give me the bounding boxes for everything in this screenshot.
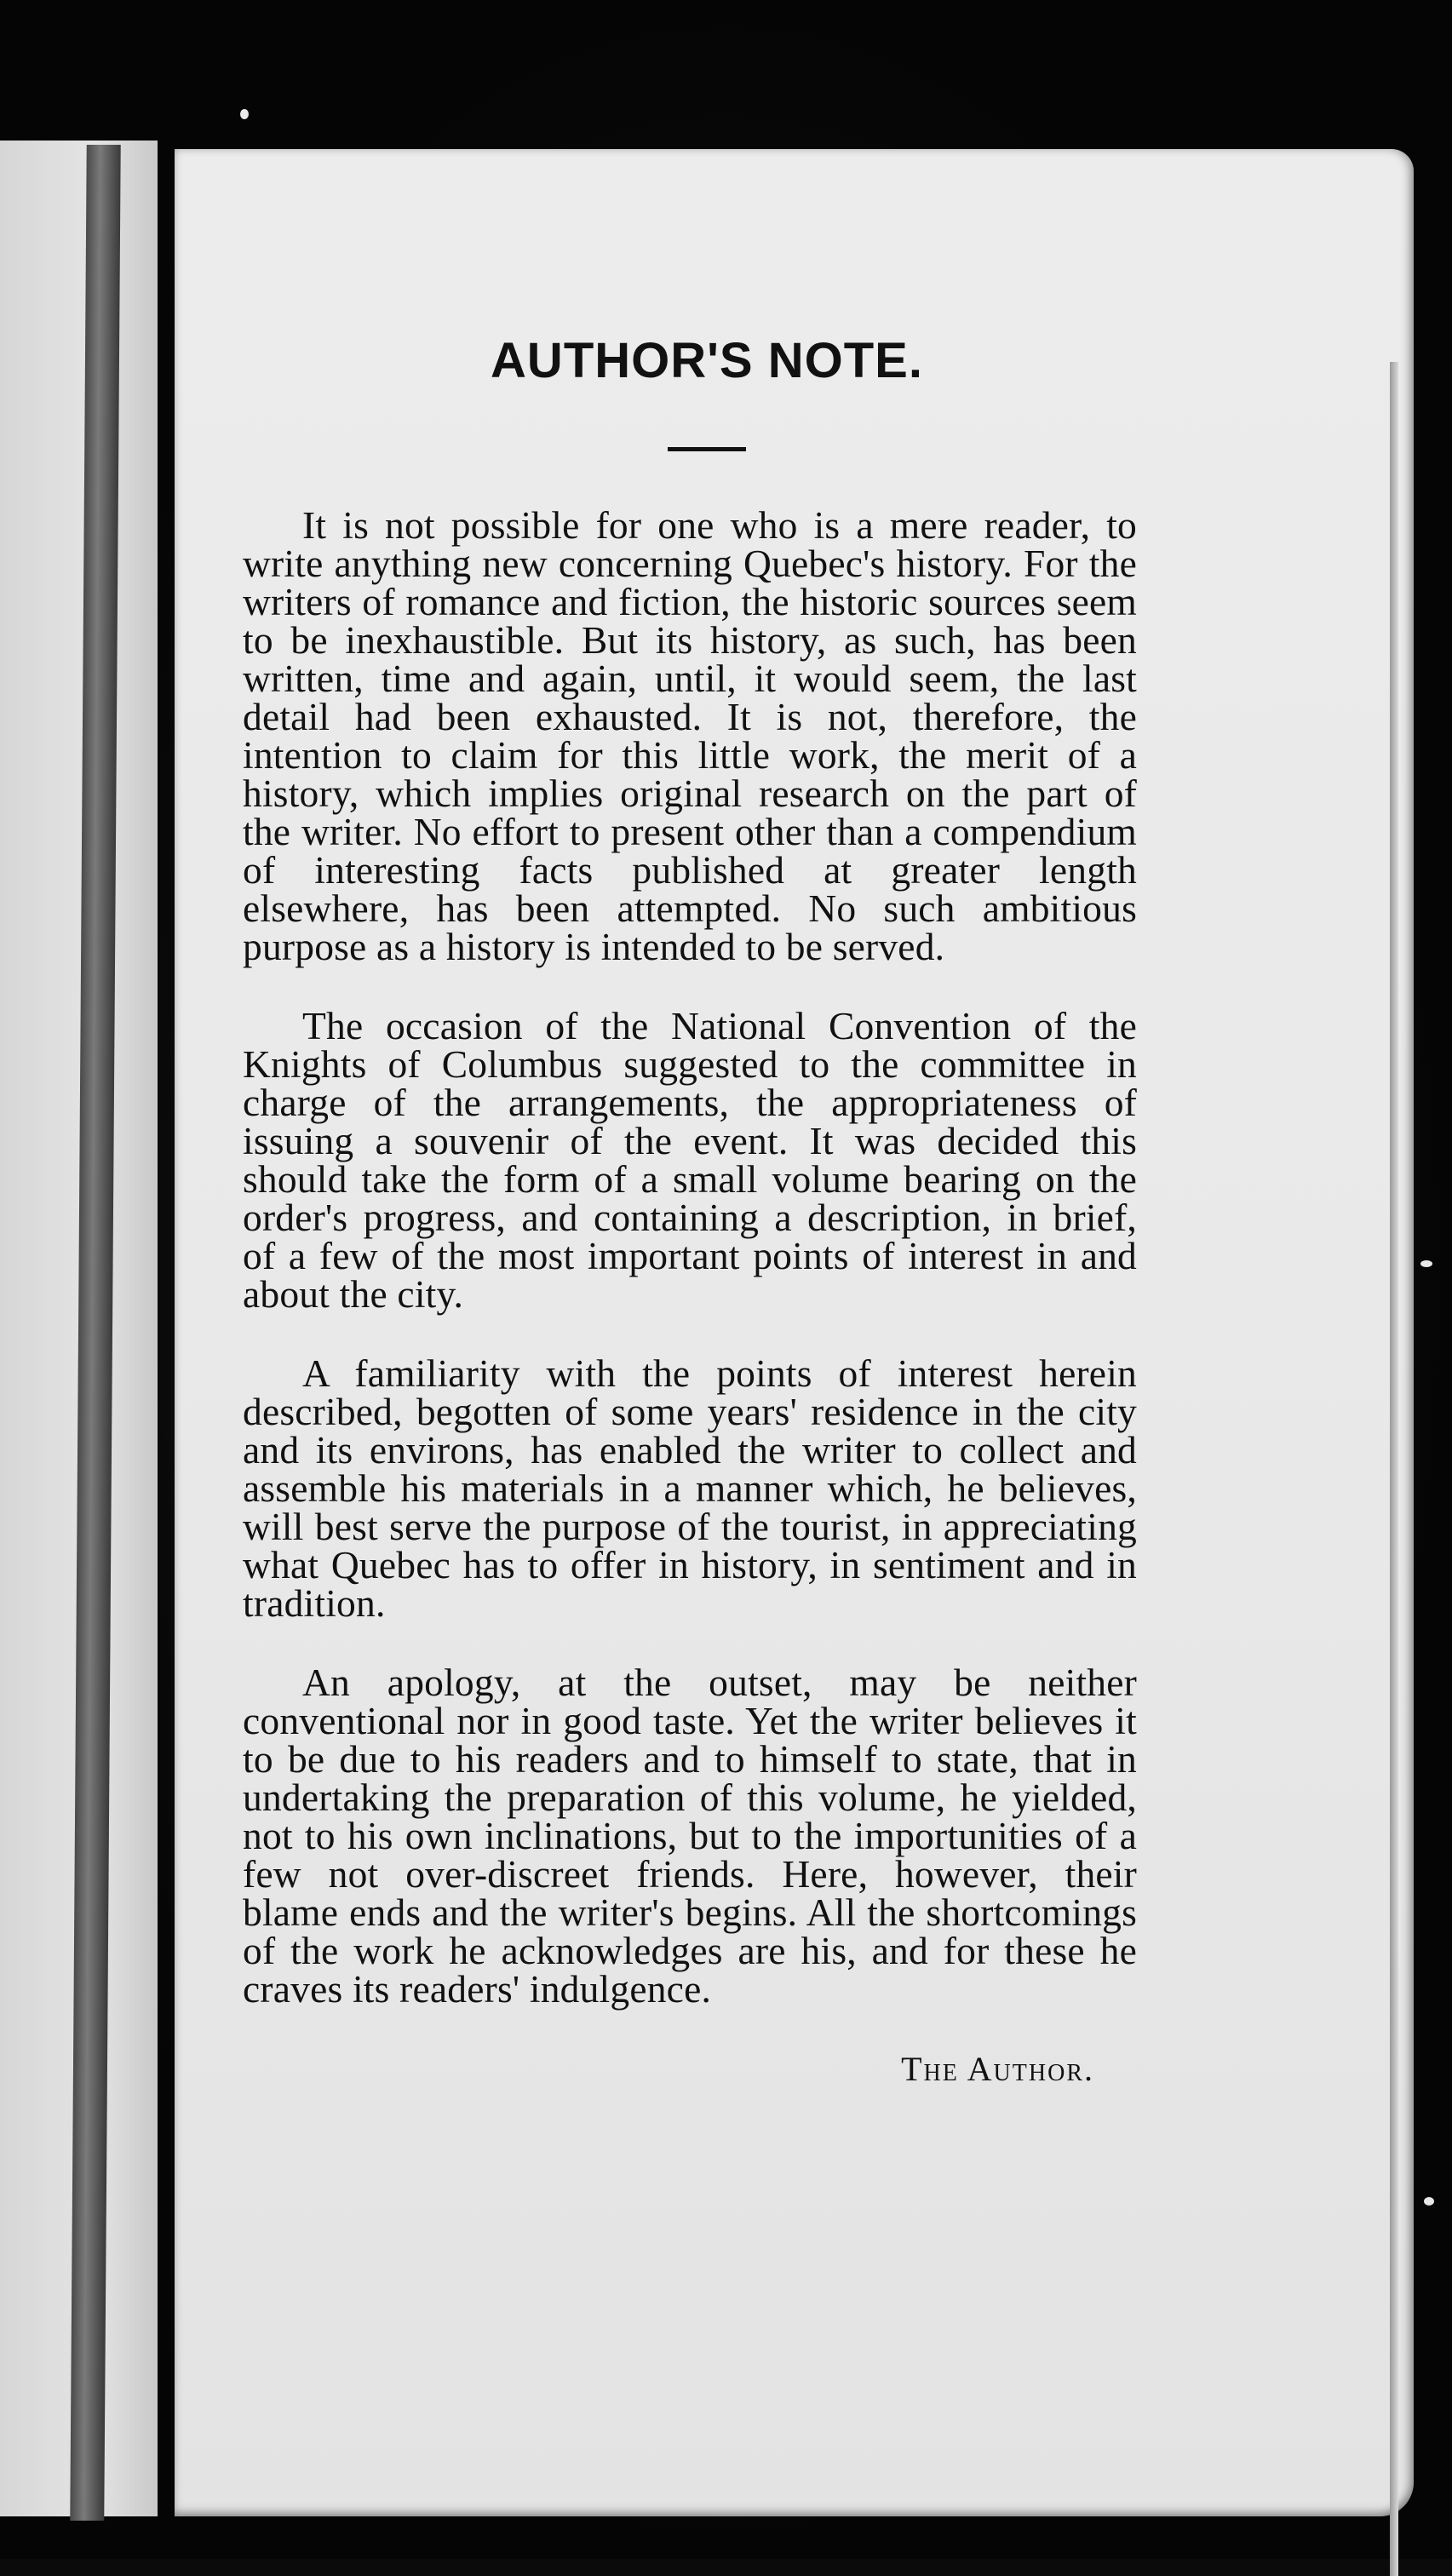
author-signature: The Author. xyxy=(901,2050,1094,2088)
title-rule xyxy=(668,447,746,451)
paragraph: It is not possible for one who is a mere reader, to write anything new concerning Quebec's history. For the writers of romance and fiction, the historic sources seem to be inexhaustible. But its history, as such, has been written, time and again, until, it would seem, the last detail had been exhausted. It is not, therefore, the intention to claim for this little work, the merit of a history, which implies original research on the part of the writer. No effort to present other than a compendium of interesting facts published at greater length elsewhere, has been attempted. No such ambitious purpose as a history is intended to be served. xyxy=(243,503,1137,968)
paragraph: The occasion of the National Convention of the Knights of Columbus suggested to the committee in charge of the arrangements, the appropriateness of issuing a souvenir of the event. It was decided this should take the form of a small volume bearing on the order's progress, and containing a description, in brief, of a few of the most important points of interest in and about the city. xyxy=(243,1004,1137,1316)
page-content xyxy=(243,333,1137,2089)
paragraph: An apology, at the outset, may be neither conventional nor in good taste. Yet the writer believes it to be due to his readers and to himself to state, that in undertaking the preparation of this volume, he yielded, not to his own inclinations, but to the importunities of a few not over-discreet friends. Here, however, their blame ends and the writer's begins. All the shortcomings of the work he acknowledges are his, and for these he craves its readers' indulgence. xyxy=(243,1661,1137,2011)
paragraph: A familiarity with the points of interest herein described, begotten of some years' residence in the city and its environs, has enabled the writer to collect and assemble his materials in a manner which, he believes, will best serve the purpose of the tourist, in appreciating what Quebec has to offer in history, in sentiment and in tradition. xyxy=(243,1351,1137,1625)
page-edge xyxy=(1390,362,1398,2576)
page-title: AUTHOR'S NOTE. xyxy=(491,333,923,388)
scan-speck xyxy=(240,109,249,119)
scan-speck xyxy=(1424,2197,1434,2206)
scan-speck xyxy=(1420,1260,1432,1267)
